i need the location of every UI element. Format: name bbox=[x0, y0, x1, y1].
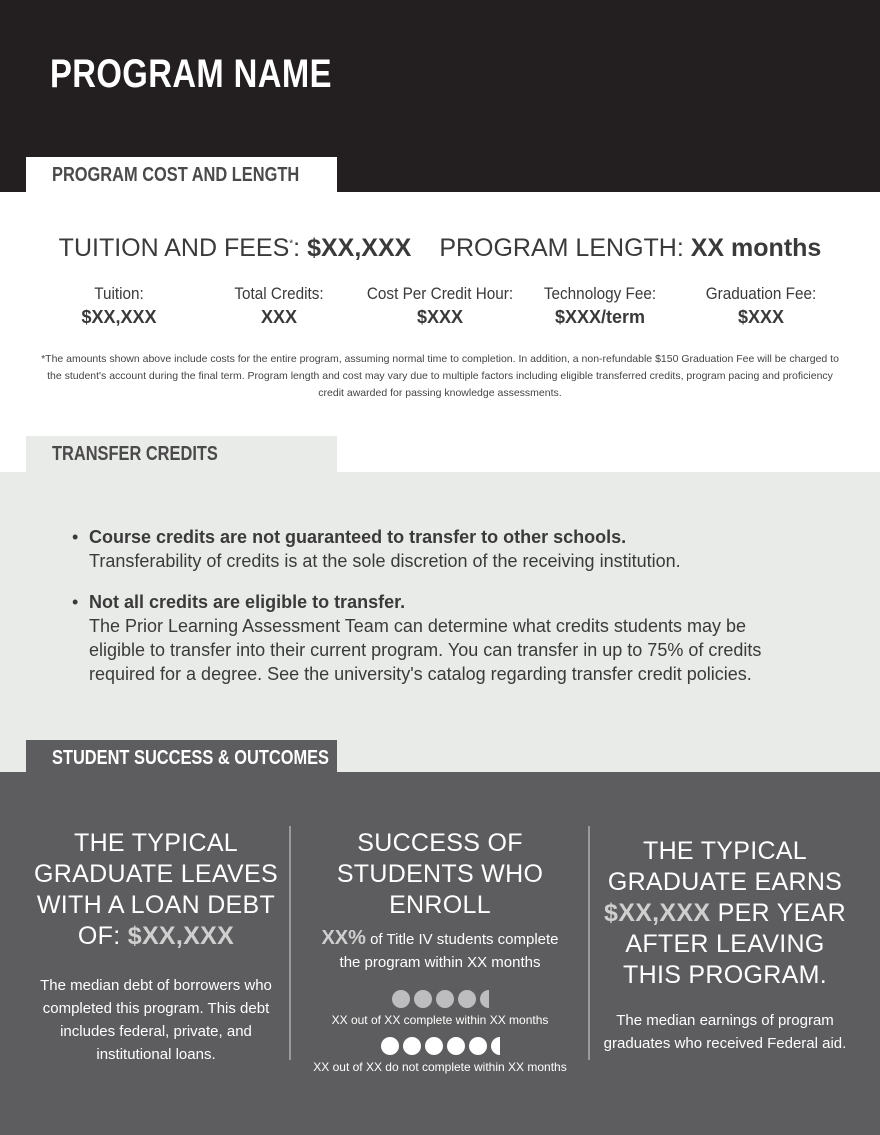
loan-debt-heading: THE TYPICAL GRADUATE LEAVES WITH A LOAN DEBT OF: $XX,XXX bbox=[34, 829, 278, 950]
cost-item-label: Graduation Fee: bbox=[705, 284, 817, 303]
cost-item-label: Total Credits: bbox=[234, 284, 324, 303]
incomplete-caption: XX out of XX do not complete within XX months bbox=[313, 1060, 567, 1074]
tuition-fees-value: $XX,XXX bbox=[307, 234, 412, 262]
success-column bbox=[298, 828, 582, 1074]
person-dot-icon bbox=[392, 990, 410, 1008]
earnings-column bbox=[596, 836, 854, 1055]
cost-footnote: *The amounts shown above include costs for the entire program, assuming normal time to completion. In addition, a non-refundable $150 Graduation Fee will be charged to the student's account during the final term. Program length and cost may vary due to multiple factors including eligible transferred credits, program pacing and proficiency credit awarded for passing knowledge assessments. bbox=[41, 353, 839, 399]
section-tab-program-cost bbox=[26, 157, 337, 193]
cost-item-total-credits bbox=[194, 284, 364, 328]
person-dot-icon bbox=[447, 1037, 465, 1055]
complete-dots bbox=[298, 990, 582, 1008]
person-dot-icon bbox=[381, 1037, 399, 1055]
loan-debt-amount: $XX,XXX bbox=[127, 922, 235, 950]
cost-item-value: $XXX/term bbox=[554, 307, 646, 327]
section-tab-label: PROGRAM COST AND LENGTH bbox=[52, 164, 300, 186]
person-half-dot-icon bbox=[480, 990, 489, 1008]
bullet-body: Transferability of credits is at the sole discretion of the receiving institution. bbox=[89, 551, 681, 571]
cost-item-label: Cost Per Credit Hour: bbox=[366, 284, 514, 303]
transfer-bullet bbox=[72, 590, 792, 686]
bullet-body: The Prior Learning Assessment Team can determine what credits students may be eligible to transfer into their current program. You can transfer in up to 75% of credits required for a degree. See the university's catalog regarding transfer credit policies. bbox=[89, 616, 762, 684]
bullet-heading: Course credits are not guaranteed to transfer to other schools. bbox=[89, 527, 627, 547]
bullet-heading: Not all credits are eligible to transfer. bbox=[89, 592, 406, 612]
incomplete-dots bbox=[298, 1037, 582, 1055]
loan-debt-description: The median debt of borrowers who completed this program. This debt includes federal, private, and institutional loans. bbox=[40, 977, 272, 1063]
loan-debt-column bbox=[30, 828, 282, 1066]
cost-item-cost-per-credit bbox=[355, 284, 525, 328]
cost-headline: TUITION AND FEES*: $XX,XXX PROGRAM LENGTH: XX months bbox=[58, 234, 822, 262]
cost-item-value: $XXX bbox=[737, 307, 785, 327]
program-title: PROGRAM NAME bbox=[50, 52, 332, 96]
complete-caption: XX out of XX complete within XX months bbox=[331, 1013, 549, 1027]
column-divider bbox=[588, 826, 590, 1060]
success-percent: XX% bbox=[321, 927, 366, 949]
tuition-asterisk: * bbox=[289, 238, 294, 250]
cost-item-graduation-fee bbox=[676, 284, 846, 328]
column-divider bbox=[289, 826, 291, 1060]
cost-item-value: $XXX bbox=[416, 307, 464, 327]
cost-item-technology-fee bbox=[515, 284, 685, 328]
section-tab-transfer-credits bbox=[26, 436, 337, 472]
cost-item-value: $XX,XXX bbox=[81, 307, 157, 327]
earnings-amount: $XX,XXX bbox=[604, 899, 711, 927]
section-tab-label: STUDENT SUCCESS & OUTCOMES bbox=[52, 747, 330, 769]
cost-item-value: XXX bbox=[260, 307, 298, 327]
cost-item-label: Technology Fee: bbox=[543, 284, 657, 303]
tuition-fees-label: TUITION AND FEES bbox=[58, 234, 290, 262]
earnings-heading: THE TYPICAL GRADUATE EARNS $XX,XXX PER YEAR AFTER LEAVING THIS PROGRAM. bbox=[604, 837, 846, 989]
transfer-bullet bbox=[72, 525, 681, 573]
person-dot-icon bbox=[403, 1037, 421, 1055]
success-heading: SUCCESS OF STUDENTS WHO ENROLL bbox=[336, 829, 544, 919]
person-dot-icon bbox=[458, 990, 476, 1008]
person-half-dot-icon bbox=[491, 1037, 500, 1055]
person-dot-icon bbox=[425, 1037, 443, 1055]
program-length-label: PROGRAM LENGTH: bbox=[439, 234, 684, 262]
program-length-value: XX months bbox=[690, 234, 822, 262]
cost-item-tuition bbox=[34, 284, 204, 328]
bullet-icon: • bbox=[72, 527, 79, 547]
person-dot-icon bbox=[414, 990, 432, 1008]
section-tab-student-success bbox=[26, 740, 337, 776]
cost-item-label: Tuition: bbox=[94, 284, 144, 303]
section-tab-label: TRANSFER CREDITS bbox=[52, 443, 218, 465]
person-dot-icon bbox=[469, 1037, 487, 1055]
person-dot-icon bbox=[436, 990, 454, 1008]
bullet-icon: • bbox=[72, 592, 79, 612]
earnings-description: The median earnings of program graduates who received Federal aid. bbox=[603, 1012, 847, 1052]
success-percent-text: XX% of Title IV students complete the program within XX months bbox=[321, 927, 559, 971]
